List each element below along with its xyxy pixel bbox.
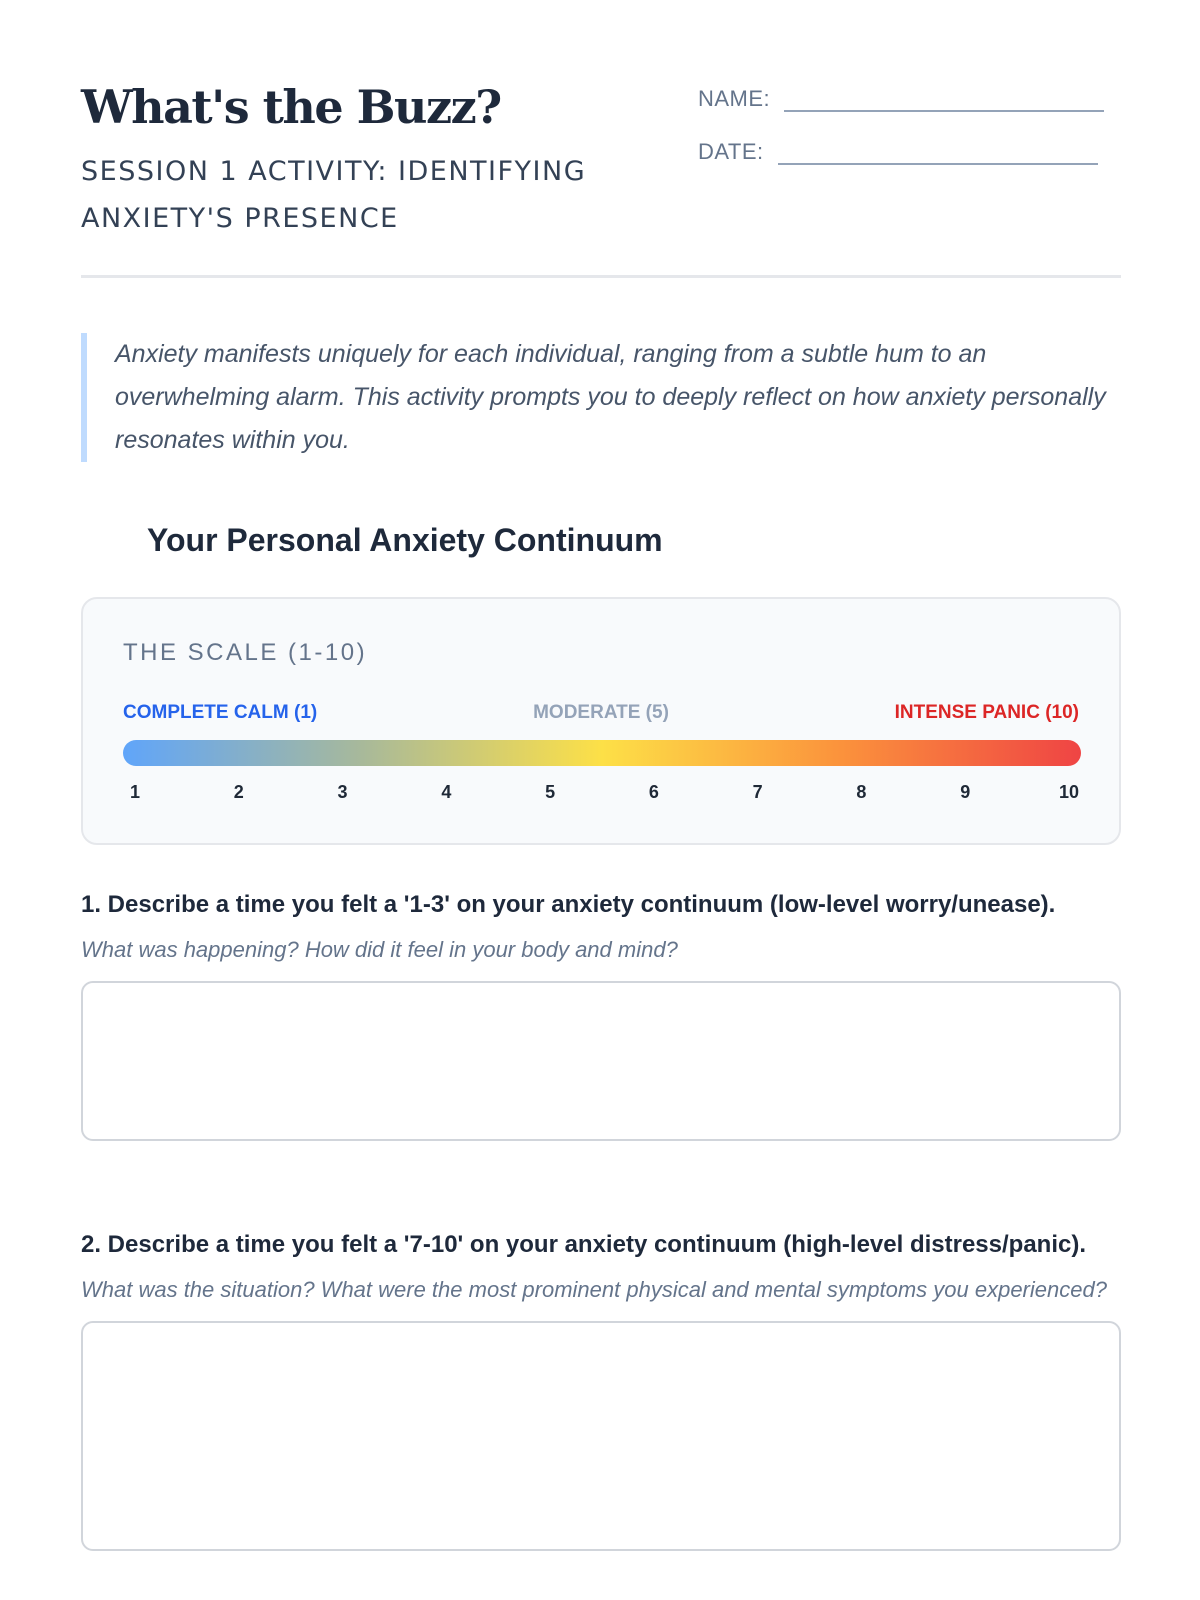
name-field[interactable] [784, 84, 1104, 112]
scale-heading: THE SCALE (1-10) [123, 639, 368, 666]
scale-number: 7 [752, 782, 763, 802]
scale-label-moderate: MODERATE (5) [533, 702, 669, 723]
scale-number: 4 [441, 782, 452, 802]
name-field-row [698, 84, 1104, 112]
scale-number: 2 [233, 782, 244, 802]
scale-number: 3 [337, 782, 348, 802]
scale-numbers [123, 782, 1081, 806]
scale-number: 10 [1058, 782, 1080, 802]
worksheet-header [81, 80, 1121, 280]
question-text: 2. Describe a time you felt a '7-10' on your anxiety continuum (high-level distress/panic). [81, 1231, 1087, 1258]
header-divider [81, 275, 1121, 278]
question-text: 1. Describe a time you felt a '1-3' on your anxiety continuum (low-level worry/unease). [81, 891, 1056, 918]
section-title: Your Personal Anxiety Continuum [147, 522, 663, 558]
question-hint: What was the situation? What were the most prominent physical and mental symptoms you experienced? [81, 1277, 1107, 1302]
date-label: DATE: [698, 139, 764, 164]
date-field[interactable] [778, 137, 1098, 165]
answer-box-1[interactable] [81, 981, 1121, 1141]
scale-label-calm: COMPLETE CALM (1) [123, 702, 318, 723]
scale-label-panic: INTENSE PANIC (10) [894, 702, 1079, 723]
scale-number: 5 [545, 782, 556, 802]
scale-number: 9 [960, 782, 971, 802]
scale-gradient-bar [123, 740, 1081, 766]
scale-number: 1 [129, 782, 140, 802]
scale-number: 6 [648, 782, 659, 802]
question-hint: What was happening? How did it feel in your body and mind? [81, 937, 678, 962]
answer-box-2[interactable] [81, 1321, 1121, 1551]
date-field-row [698, 137, 1098, 165]
scale-number: 8 [856, 782, 867, 802]
intro-quote [81, 333, 1121, 462]
worksheet-title: What's the Buzz? [81, 80, 501, 134]
intro-text: Anxiety manifests uniquely for each individual, ranging from a subtle hum to an overwhelming alarm. This activity prompts you to deeply reflect on how anxiety personally resonates within you. [115, 340, 1106, 454]
scale-card [81, 597, 1121, 845]
question-2 [81, 1225, 1121, 1551]
worksheet-subtitle: SESSION 1 ACTIVITY: IDENTIFYING ANXIETY'S PRESENCE [81, 156, 587, 234]
question-1 [81, 885, 1121, 1141]
name-label: NAME: [698, 86, 771, 111]
